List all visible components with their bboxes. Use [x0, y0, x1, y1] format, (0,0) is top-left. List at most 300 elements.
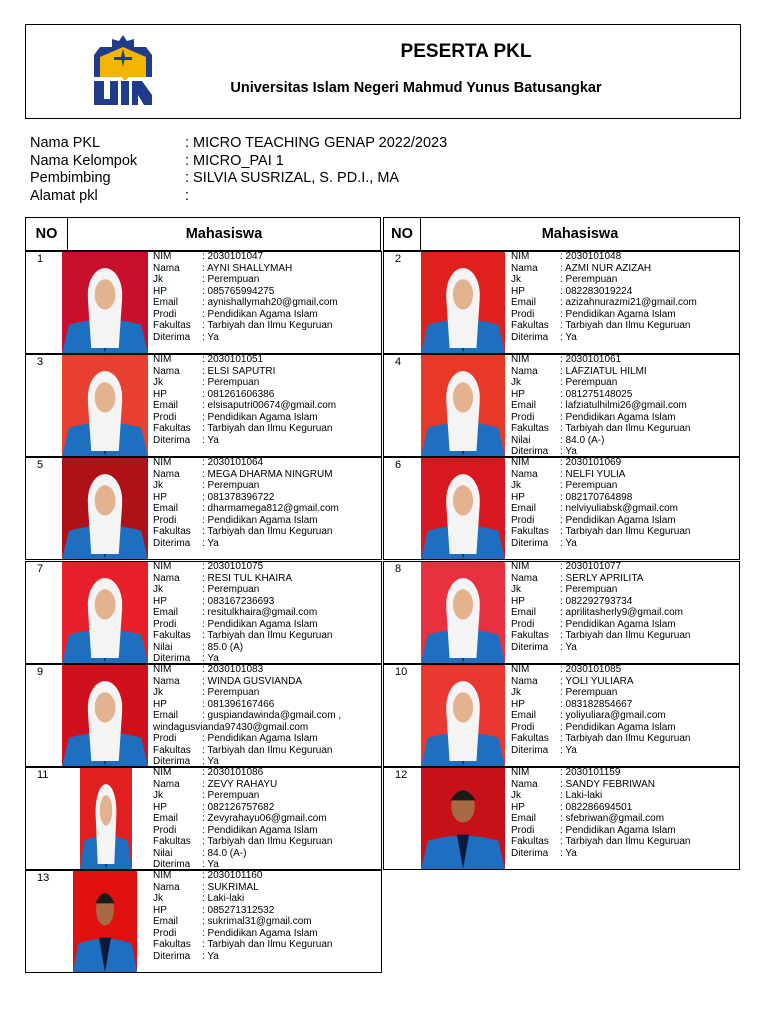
detail-value-prodi: : Pendidikan Agama Islam	[560, 514, 676, 526]
detail-row-nama	[153, 779, 332, 791]
detail-value-diterima: : Ya	[202, 859, 219, 870]
detail-row-prodi	[153, 309, 338, 321]
detail-value-nim: : 2030101047	[202, 251, 264, 262]
detail-row-prodi	[153, 412, 336, 424]
detail-value-hp: : 085765994275	[202, 285, 275, 297]
detail-label-fakultas: Fakultas	[511, 423, 549, 434]
detail-row-hp	[511, 699, 690, 711]
detail-value-nim: : 2030101061	[560, 354, 622, 365]
detail-value-nama: : AYNI SHALLYMAH	[202, 262, 293, 274]
detail-label-diterima: Diterima	[153, 434, 191, 446]
detail-value-fakultas: : Tarbiyah dan Ilmu Keguruan	[202, 630, 333, 641]
detail-row-nama	[511, 263, 697, 275]
detail-row-fakultas	[511, 526, 690, 538]
detail-value-email[interactable]: : resitulkhaira@gmail.com	[202, 607, 318, 618]
detail-value-nama: : RESI TUL KHAIRA	[202, 572, 293, 584]
detail-label-hp: HP	[511, 388, 525, 400]
detail-row-hp	[511, 596, 690, 608]
detail-label-nilai: Nilai	[511, 434, 531, 446]
detail-label-prodi: Prodi	[153, 824, 177, 836]
detail-label-jk: Jk	[511, 687, 521, 698]
detail-row-email-continued[interactable]: windagusvianda97430@gmail.com	[153, 721, 309, 733]
student-number: 4	[395, 356, 402, 368]
info-value: : MICRO TEACHING GENAP 2022/2023	[185, 135, 448, 151]
detail-row-fakultas	[511, 836, 690, 848]
student-details	[153, 457, 339, 549]
detail-row-nama	[511, 676, 690, 688]
detail-value-prodi: : Pendidikan Agama Islam	[202, 514, 318, 526]
detail-row-nim	[511, 561, 690, 573]
student-details	[153, 354, 336, 446]
detail-label-diterima: Diterima	[511, 641, 549, 653]
student-details	[511, 561, 690, 653]
detail-row-nim	[153, 251, 338, 263]
detail-row-nim	[153, 457, 339, 469]
detail-value-jk: : Perempuan	[560, 377, 618, 388]
detail-row-hp	[153, 596, 332, 608]
detail-row-jk	[511, 274, 697, 286]
detail-value-email[interactable]: : nelviyuliabsk@gmail.com	[560, 503, 678, 514]
student-number: 9	[37, 666, 44, 678]
detail-value-prodi: : Pendidikan Agama Islam	[202, 308, 318, 320]
student-details	[511, 251, 697, 343]
detail-row-jk	[511, 584, 690, 596]
detail-row-email	[511, 813, 690, 825]
detail-label-prodi: Prodi	[511, 618, 535, 630]
detail-label-fakultas: Fakultas	[511, 630, 549, 641]
detail-value-email[interactable]: : aprilitasherly9@gmail.com	[560, 607, 683, 618]
detail-value-hp: : 081261606386	[202, 388, 275, 400]
detail-value-nama: : YOLI YULIARA	[560, 675, 634, 687]
detail-row-prodi	[511, 619, 690, 631]
detail-label-nama: Nama	[511, 675, 538, 687]
detail-label-jk: Jk	[153, 790, 163, 801]
info-label: Nama PKL	[30, 135, 101, 151]
detail-label-fakultas: Fakultas	[511, 733, 549, 744]
detail-row-nama	[153, 573, 332, 585]
detail-value-prodi: : Pendidikan Agama Islam	[560, 721, 676, 733]
student-photo	[80, 768, 132, 869]
detail-label-nama: Nama	[511, 365, 538, 377]
detail-value-nilai: : 84.0 (A-)	[560, 434, 605, 446]
detail-label-nim: NIM	[153, 767, 172, 778]
detail-label-hp: HP	[153, 285, 167, 297]
detail-label-nilai: Nilai	[153, 847, 173, 859]
detail-value-nama: : NELFI YULIA	[560, 468, 626, 480]
detail-row-nim	[153, 767, 332, 779]
detail-row-jk	[153, 480, 339, 492]
detail-label-prodi: Prodi	[153, 308, 177, 320]
detail-label-diterima: Diterima	[511, 744, 549, 756]
detail-value-nama: : AZMI NUR AZIZAH	[560, 262, 652, 274]
detail-label-email: Email	[153, 916, 179, 927]
detail-row-jk	[153, 893, 332, 905]
detail-label-hp: HP	[153, 491, 167, 503]
detail-label-jk: Jk	[153, 893, 163, 904]
detail-label-diterima: Diterima	[153, 537, 191, 549]
detail-row-nama	[511, 469, 690, 481]
detail-row-email	[511, 503, 690, 515]
detail-row-hp	[511, 492, 690, 504]
detail-value-nim: : 2030101051	[202, 354, 264, 365]
student-photo	[421, 665, 505, 766]
detail-value-nama: : LAFZIATUL HILMI	[560, 365, 647, 377]
info-label: Pembimbing	[30, 170, 111, 186]
detail-label-fakultas: Fakultas	[153, 423, 191, 434]
detail-value-jk: : Perempuan	[560, 687, 618, 698]
detail-value-jk: : Perempuan	[202, 584, 260, 595]
detail-label-email: Email	[153, 297, 179, 308]
detail-row-fakultas	[153, 320, 338, 332]
detail-value-email[interactable]: : sfebriwan@gmail.com	[560, 813, 665, 824]
detail-row-prodi	[511, 412, 690, 424]
detail-label-nama: Nama	[153, 572, 180, 584]
detail-value-diterima: : Ya	[202, 756, 219, 767]
detail-label-hp: HP	[153, 904, 167, 916]
detail-label-fakultas: Fakultas	[511, 320, 549, 331]
detail-label-email: Email	[153, 503, 179, 514]
detail-row-jk	[511, 687, 690, 699]
detail-value-nama: : SANDY FEBRIWAN	[560, 778, 656, 790]
detail-label-hp: HP	[511, 801, 525, 813]
detail-value-jk: : Perempuan	[560, 274, 618, 285]
info-row	[30, 170, 447, 188]
detail-label-jk: Jk	[511, 790, 521, 801]
detail-label-nama: Nama	[153, 675, 180, 687]
detail-value-prodi: : Pendidikan Agama Islam	[560, 308, 676, 320]
detail-value-fakultas: : Tarbiyah dan Ilmu Keguruan	[560, 526, 691, 537]
detail-label-hp: HP	[511, 285, 525, 297]
detail-label-hp: HP	[153, 595, 167, 607]
student-photo	[62, 562, 148, 663]
detail-row-diterima	[511, 446, 690, 458]
detail-row-nama	[153, 263, 338, 275]
detail-label-nama: Nama	[511, 778, 538, 790]
info-label: Alamat pkl	[30, 187, 98, 204]
detail-value-diterima: : Ya	[202, 434, 219, 446]
detail-label-fakultas: Fakultas	[153, 836, 191, 847]
detail-value-hp: : 081275148025	[560, 388, 633, 400]
student-photo	[421, 355, 505, 456]
detail-label-hp: HP	[511, 595, 525, 607]
detail-label-nilai: Nilai	[153, 641, 173, 653]
detail-value-email[interactable]: : azizahnurazmi21@gmail.com	[560, 297, 697, 308]
detail-label-nim: NIM	[511, 767, 530, 778]
detail-row-nama	[153, 882, 332, 894]
detail-label-jk: Jk	[511, 274, 521, 285]
student-number: 7	[37, 563, 44, 575]
detail-label-nama: Nama	[153, 262, 180, 274]
detail-row-email	[153, 400, 336, 412]
detail-row-fakultas	[153, 423, 336, 435]
detail-label-diterima: Diterima	[153, 331, 191, 343]
student-details	[511, 664, 690, 756]
detail-value-fakultas: : Tarbiyah dan Ilmu Keguruan	[560, 630, 691, 641]
detail-row-nim	[511, 664, 690, 676]
detail-label-jk: Jk	[153, 584, 163, 595]
detail-label-nim: NIM	[153, 561, 172, 572]
student-number: 12	[395, 769, 408, 781]
detail-value-hp: : 083182854667	[560, 698, 633, 710]
detail-value-nama: : SUKRIMAL	[202, 881, 259, 893]
detail-row-nim	[153, 354, 336, 366]
detail-label-email: Email	[153, 813, 179, 824]
detail-label-nama: Nama	[511, 262, 538, 274]
detail-row-prodi	[153, 619, 332, 631]
detail-row-nama	[153, 676, 341, 688]
column-header-mahasiswa: Mahasiswa	[67, 217, 381, 251]
detail-value-email[interactable]: : yoliyuliara@gmail.com	[560, 710, 666, 721]
student-number: 1	[37, 253, 44, 265]
detail-row-nim	[511, 767, 690, 779]
info-label: Nama Kelompok	[30, 152, 138, 169]
detail-label-diterima: Diterima	[511, 847, 549, 859]
detail-row-diterima	[153, 435, 336, 447]
detail-label-fakultas: Fakultas	[153, 630, 191, 641]
detail-row-jk	[153, 377, 336, 389]
detail-row-email	[153, 710, 341, 722]
detail-value-diterima: : Ya	[202, 950, 219, 962]
detail-label-hp: HP	[153, 388, 167, 400]
student-details	[511, 457, 690, 549]
detail-label-fakultas: Fakultas	[511, 836, 549, 847]
detail-label-prodi: Prodi	[153, 411, 177, 423]
detail-label-jk: Jk	[153, 274, 163, 285]
detail-value-jk: : Perempuan	[202, 480, 260, 491]
detail-row-hp	[153, 905, 332, 917]
detail-row-hp	[153, 389, 336, 401]
detail-value-email[interactable]: : guspiandawinda@gmail.com ,	[202, 710, 342, 721]
detail-value-email[interactable]: : dharmamega812@gmail.com	[202, 503, 339, 514]
detail-label-nim: NIM	[511, 664, 530, 675]
detail-row-email	[511, 400, 690, 412]
detail-value-nim: : 2030101086	[202, 767, 264, 778]
detail-label-nim: NIM	[511, 561, 530, 572]
info-value: :	[185, 187, 190, 204]
detail-row-fakultas	[511, 630, 690, 642]
detail-label-diterima: Diterima	[511, 331, 549, 343]
detail-value-prodi: : Pendidikan Agama Islam	[202, 411, 318, 423]
detail-row-diterima	[153, 756, 341, 768]
detail-value-diterima: : Ya	[202, 331, 219, 343]
detail-label-prodi: Prodi	[511, 514, 535, 526]
detail-value-hp: : 082283019224	[560, 285, 633, 297]
detail-value-prodi: : Pendidikan Agama Islam	[560, 411, 676, 423]
detail-value-jk: : Perempuan	[202, 274, 260, 285]
detail-value-diterima: : Ya	[560, 641, 577, 653]
detail-row-prodi	[153, 928, 332, 940]
detail-value-hp: : 085271312532	[202, 904, 275, 916]
detail-value-nama: : ELSI SAPUTRI	[202, 365, 276, 377]
detail-value-email[interactable]: : aynishallymah20@gmail.com	[202, 297, 338, 308]
detail-value-fakultas: : Tarbiyah dan Ilmu Keguruan	[202, 744, 333, 756]
detail-value-fakultas: : Tarbiyah dan Ilmu Keguruan	[560, 423, 691, 434]
detail-label-nama: Nama	[153, 468, 180, 480]
detail-value-email[interactable]: : sukrimal31@gmail.com	[202, 916, 312, 927]
detail-row-nim	[511, 457, 690, 469]
detail-value-nama: : SERLY APRILITA	[560, 572, 644, 584]
detail-value-email[interactable]: : Zevyrahayu06@gmail.com	[202, 813, 327, 824]
detail-value-fakultas: : Tarbiyah dan Ilmu Keguruan	[202, 836, 333, 847]
detail-value-nim: : 2030101083	[202, 664, 264, 675]
detail-row-fakultas	[153, 526, 339, 538]
detail-row-nim	[153, 561, 332, 573]
detail-row-diterima	[511, 745, 690, 757]
detail-label-email: Email	[153, 607, 179, 618]
detail-value-hp: : 081396167466	[202, 698, 275, 710]
column-header-no: NO	[383, 217, 421, 251]
detail-value-jk: : Perempuan	[202, 377, 260, 388]
student-photo	[62, 252, 148, 353]
detail-row-prodi	[511, 309, 697, 321]
detail-row-email	[511, 607, 690, 619]
student-photo	[421, 252, 505, 353]
detail-row-fakultas	[511, 423, 690, 435]
detail-value-nim: : 2030101159	[560, 767, 621, 778]
detail-row-diterima	[511, 642, 690, 654]
detail-row-nilai	[511, 435, 690, 447]
detail-row-email	[153, 503, 339, 515]
detail-row-fakultas	[153, 939, 332, 951]
detail-row-email	[153, 297, 338, 309]
detail-value-email[interactable]: : lafziatulhilmi26@gmail.com	[560, 400, 687, 411]
detail-value-jk: : Laki-laki	[202, 893, 245, 904]
detail-row-diterima	[511, 848, 690, 860]
detail-label-hp: HP	[153, 801, 167, 813]
detail-value-prodi: : Pendidikan Agama Islam	[202, 824, 318, 836]
detail-row-diterima	[153, 538, 339, 550]
detail-row-hp	[153, 286, 338, 298]
detail-label-diterima: Diterima	[153, 859, 191, 870]
detail-row-diterima	[511, 332, 697, 344]
detail-row-prodi	[511, 825, 690, 837]
detail-value-fakultas: : Tarbiyah dan Ilmu Keguruan	[560, 836, 691, 847]
detail-label-email: Email	[511, 297, 537, 308]
student-photo	[62, 665, 148, 766]
detail-label-prodi: Prodi	[153, 514, 177, 526]
detail-label-nim: NIM	[153, 664, 172, 675]
detail-label-nim: NIM	[511, 354, 530, 365]
detail-row-prodi	[511, 515, 690, 527]
detail-value-prodi: : Pendidikan Agama Islam	[560, 824, 676, 836]
detail-row-prodi	[511, 722, 690, 734]
detail-value-prodi: : Pendidikan Agama Islam	[202, 618, 318, 630]
detail-value-jk: : Perempuan	[202, 687, 260, 698]
detail-label-diterima: Diterima	[153, 653, 191, 664]
detail-value-nilai: : 84.0 (A-)	[202, 847, 247, 859]
detail-label-prodi: Prodi	[511, 411, 535, 423]
detail-value-nim: : 2030101077	[560, 561, 622, 572]
detail-label-nama: Nama	[511, 468, 538, 480]
detail-label-email: Email	[511, 400, 537, 411]
detail-value-nama: : ZEVY RAHAYU	[202, 778, 278, 790]
detail-row-nilai	[153, 642, 332, 654]
pkl-info	[30, 135, 447, 205]
detail-label-fakultas: Fakultas	[511, 526, 549, 537]
detail-label-email: Email	[153, 400, 179, 411]
detail-row-hp	[511, 286, 697, 298]
detail-value-diterima: : Ya	[560, 331, 577, 343]
detail-value-diterima: : Ya	[202, 653, 219, 664]
detail-value-diterima: : Ya	[202, 537, 219, 549]
student-number: 11	[37, 769, 49, 781]
detail-value-diterima: : Ya	[560, 847, 577, 859]
student-number: 2	[395, 253, 402, 265]
student-details	[153, 664, 341, 768]
detail-value-fakultas: : Tarbiyah dan Ilmu Keguruan	[202, 939, 333, 950]
detail-row-fakultas	[511, 733, 690, 745]
student-details	[153, 251, 338, 343]
detail-value-fakultas: : Tarbiyah dan Ilmu Keguruan	[202, 320, 333, 331]
student-number: 8	[395, 563, 402, 575]
detail-value-fakultas: : Tarbiyah dan Ilmu Keguruan	[202, 423, 333, 434]
header-box	[25, 24, 741, 119]
page-subtitle: Universitas Islam Negeri Mahmud Yunus Batusangkar	[230, 80, 602, 96]
detail-label-nim: NIM	[153, 251, 172, 262]
detail-row-prodi	[153, 515, 339, 527]
detail-value-jk: : Laki-laki	[560, 790, 603, 801]
detail-label-nim: NIM	[511, 251, 530, 262]
detail-value-jk: : Perempuan	[560, 584, 618, 595]
detail-label-hp: HP	[511, 698, 525, 710]
detail-row-jk	[153, 274, 338, 286]
detail-row-fakultas	[153, 630, 332, 642]
detail-label-prodi: Prodi	[511, 824, 535, 836]
detail-row-nama	[511, 366, 690, 378]
student-photo	[62, 355, 148, 456]
detail-row-hp	[511, 389, 690, 401]
info-value: : MICRO_PAI 1	[185, 152, 284, 169]
detail-label-jk: Jk	[153, 687, 163, 698]
detail-row-email	[153, 813, 332, 825]
detail-row-diterima	[153, 951, 332, 963]
detail-value-hp: : 082292793734	[560, 595, 633, 607]
detail-row-email	[511, 297, 697, 309]
detail-value-hp: : 083167236693	[202, 595, 275, 607]
student-details	[511, 354, 690, 458]
detail-label-jk: Jk	[153, 480, 163, 491]
detail-label-diterima: Diterima	[153, 950, 191, 962]
page-title: PESERTA PKL	[400, 41, 532, 62]
detail-row-jk	[511, 480, 690, 492]
student-details	[511, 767, 690, 859]
university-logo	[88, 33, 158, 109]
detail-row-diterima	[511, 538, 690, 550]
detail-value-email[interactable]: : elsisaputri00674@gmail.com	[202, 400, 337, 411]
student-number: 5	[37, 459, 44, 471]
student-number: 6	[395, 459, 402, 471]
detail-label-jk: Jk	[153, 377, 163, 388]
info-value: : SILVIA SUSRIZAL, S. PD.I., MA	[185, 170, 400, 186]
detail-value-nim: : 2030101048	[560, 251, 622, 262]
detail-label-prodi: Prodi	[153, 927, 177, 939]
detail-row-email	[153, 607, 332, 619]
detail-value-nim: : 2030101064	[202, 457, 264, 468]
detail-value-jk: : Perempuan	[202, 790, 260, 801]
detail-label-fakultas: Fakultas	[153, 939, 191, 950]
detail-label-nama: Nama	[511, 572, 538, 584]
detail-row-nim	[511, 354, 690, 366]
detail-row-email	[153, 916, 332, 928]
detail-label-nim: NIM	[511, 457, 530, 468]
detail-label-nama: Nama	[153, 365, 180, 377]
detail-value-hp: : 082286694501	[560, 801, 633, 813]
detail-value-diterima: : Ya	[560, 744, 577, 756]
student-photo	[421, 458, 505, 559]
detail-row-diterima	[153, 859, 332, 871]
detail-label-jk: Jk	[511, 480, 521, 491]
detail-value-hp: : 082126757682	[202, 801, 275, 813]
